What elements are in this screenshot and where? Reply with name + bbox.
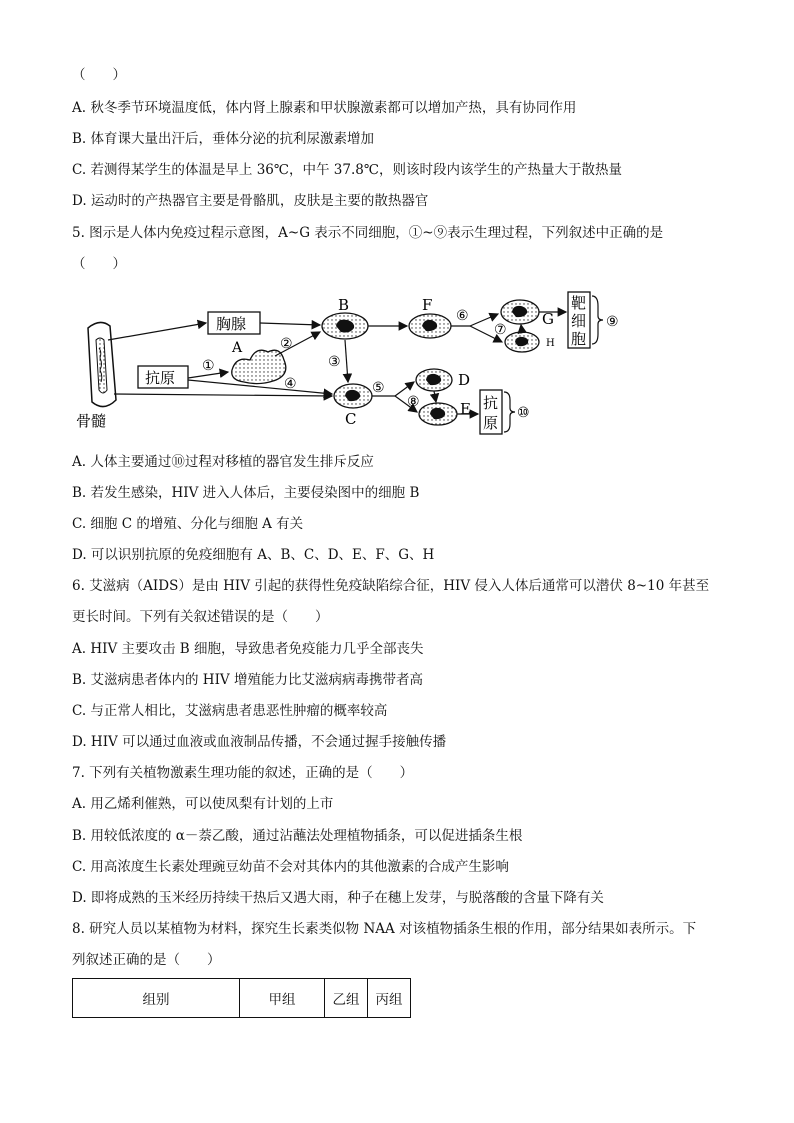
table-header-bing: 丙组 bbox=[368, 979, 411, 1018]
q4-option-a: A. 秋冬季节环境温度低，体内肾上腺素和甲状腺激素都可以增加产热，具有协同作用 bbox=[72, 100, 577, 116]
q8-stem-line-1: 8. 研究人员以某植物为材料，探究生长素类似物 NAA 对该植物插条生根的作用，部分结果如表所示。下 bbox=[72, 921, 697, 937]
table-header-group: 组别 bbox=[73, 979, 240, 1018]
bone-marrow-label: 骨髓 bbox=[76, 412, 107, 430]
antigen-box-char-1: 抗 bbox=[483, 394, 499, 412]
immune-process-diagram bbox=[70, 290, 630, 440]
q4-option-b: B. 体育课大量出汗后，垂体分泌的抗利尿激素增加 bbox=[72, 131, 375, 147]
q5-option-c: C. 细胞 C 的增殖、分化与细胞 A 有关 bbox=[72, 516, 304, 532]
q7-option-d: D. 即将成熟的玉米经历持续干热后又遇大雨，种子在穗上发芽，与脱落酸的含量下降有关 bbox=[72, 890, 604, 906]
q6-stem-line-1: 6. 艾滋病（AIDS）是由 HIV 引起的获得性免疫缺陷综合征，HIV 侵入人体后通常可以潜伏 8~10 年甚至 bbox=[72, 578, 710, 594]
q6-option-b: B. 艾滋病患者体内的 HIV 增殖能力比艾滋病病毒携带者高 bbox=[72, 672, 423, 688]
q7-option-a: A. 用乙烯利催熟，可以使凤梨有计划的上市 bbox=[72, 796, 334, 812]
cell-a-label: A bbox=[232, 340, 243, 356]
q6-option-c: C. 与正常人相比，艾滋病患者患恶性肿瘤的概率较高 bbox=[72, 703, 388, 719]
q4-option-c: C. 若测得某学生的体温是早上 36℃，中午 37.8℃，则该时段内该学生的产热量大于散热量 bbox=[72, 162, 622, 178]
q7-option-b: B. 用较低浓度的 α－萘乙酸，通过沾蘸法处理植物插条，可以促进插条生根 bbox=[72, 828, 523, 844]
q7-option-c: C. 用高浓度生长素处理豌豆幼苗不会对其体内的其他激素的合成产生影响 bbox=[72, 859, 509, 875]
cell-e-label: E bbox=[460, 400, 471, 418]
q5-answer-bracket: （ ） bbox=[72, 256, 126, 272]
antigen-box-char-2: 原 bbox=[483, 414, 499, 432]
cell-h-label: H bbox=[546, 338, 555, 349]
step-7-label: ⑦ bbox=[494, 322, 507, 338]
target-brace bbox=[592, 296, 603, 344]
bone-marrow-icon bbox=[88, 322, 116, 406]
cell-b-label: B bbox=[338, 296, 350, 314]
step-10-label: ⑩ bbox=[517, 405, 530, 421]
step-6-label: ⑥ bbox=[456, 308, 469, 324]
q6-stem-line-2: 更长时间。下列有关叙述错误的是（ ） bbox=[72, 609, 329, 625]
target-cell-char-1: 靶 bbox=[571, 294, 587, 312]
antigen-brace bbox=[504, 392, 515, 432]
step-9-label: ⑨ bbox=[606, 314, 619, 330]
q5-stem: 5. 图示是人体内免疫过程示意图，A~G 表示不同细胞，①~⑨表示生理过程，下列叙述中正确的是 bbox=[72, 225, 664, 241]
cell-c-label: C bbox=[345, 410, 357, 428]
q7-stem: 7. 下列有关植物激素生理功能的叙述，正确的是（ ） bbox=[72, 765, 414, 781]
table-header-row bbox=[73, 979, 411, 1018]
q8-results-table bbox=[72, 978, 411, 1018]
step-4-label: ④ bbox=[284, 376, 297, 392]
q5-option-b: B. 若发生感染，HIV 进入人体后，主要侵染图中的细胞 B bbox=[72, 485, 420, 501]
q5-option-a: A. 人体主要通过⑩过程对移植的器官发生排斥反应 bbox=[72, 454, 374, 470]
cell-f-label: F bbox=[422, 296, 433, 314]
q8-stem-line-2: 列叙述正确的是（ ） bbox=[72, 952, 221, 968]
q5-option-d: D. 可以识别抗原的免疫细胞有 A、B、C、D、E、F、G、H bbox=[72, 547, 435, 563]
q4-option-d: D. 运动时的产热器官主要是骨骼肌，皮肤是主要的散热器官 bbox=[72, 193, 429, 209]
q4-answer-bracket: （ ） bbox=[72, 67, 126, 83]
target-cell-char-3: 胞 bbox=[571, 330, 587, 348]
step-2-label: ② bbox=[280, 336, 293, 352]
step-1-label: ① bbox=[202, 358, 215, 374]
table-header-jia: 甲组 bbox=[240, 979, 325, 1018]
step-3-label: ③ bbox=[328, 354, 341, 370]
q6-option-d: D. HIV 可以通过血液或血液制品传播，不会通过握手接触传播 bbox=[72, 734, 447, 750]
cell-g-label: G bbox=[542, 310, 554, 328]
q6-option-a: A. HIV 主要攻击 B 细胞，导致患者免疫能力几乎全部丧失 bbox=[72, 641, 424, 657]
step-5-label: ⑤ bbox=[372, 380, 385, 396]
table-header-yi: 乙组 bbox=[325, 979, 368, 1018]
thymus-label: 胸腺 bbox=[216, 315, 247, 333]
step-8-label: ⑧ bbox=[407, 394, 420, 410]
antigen-label: 抗原 bbox=[145, 369, 176, 387]
cell-d-label: D bbox=[458, 371, 471, 389]
target-cell-char-2: 细 bbox=[571, 312, 587, 330]
